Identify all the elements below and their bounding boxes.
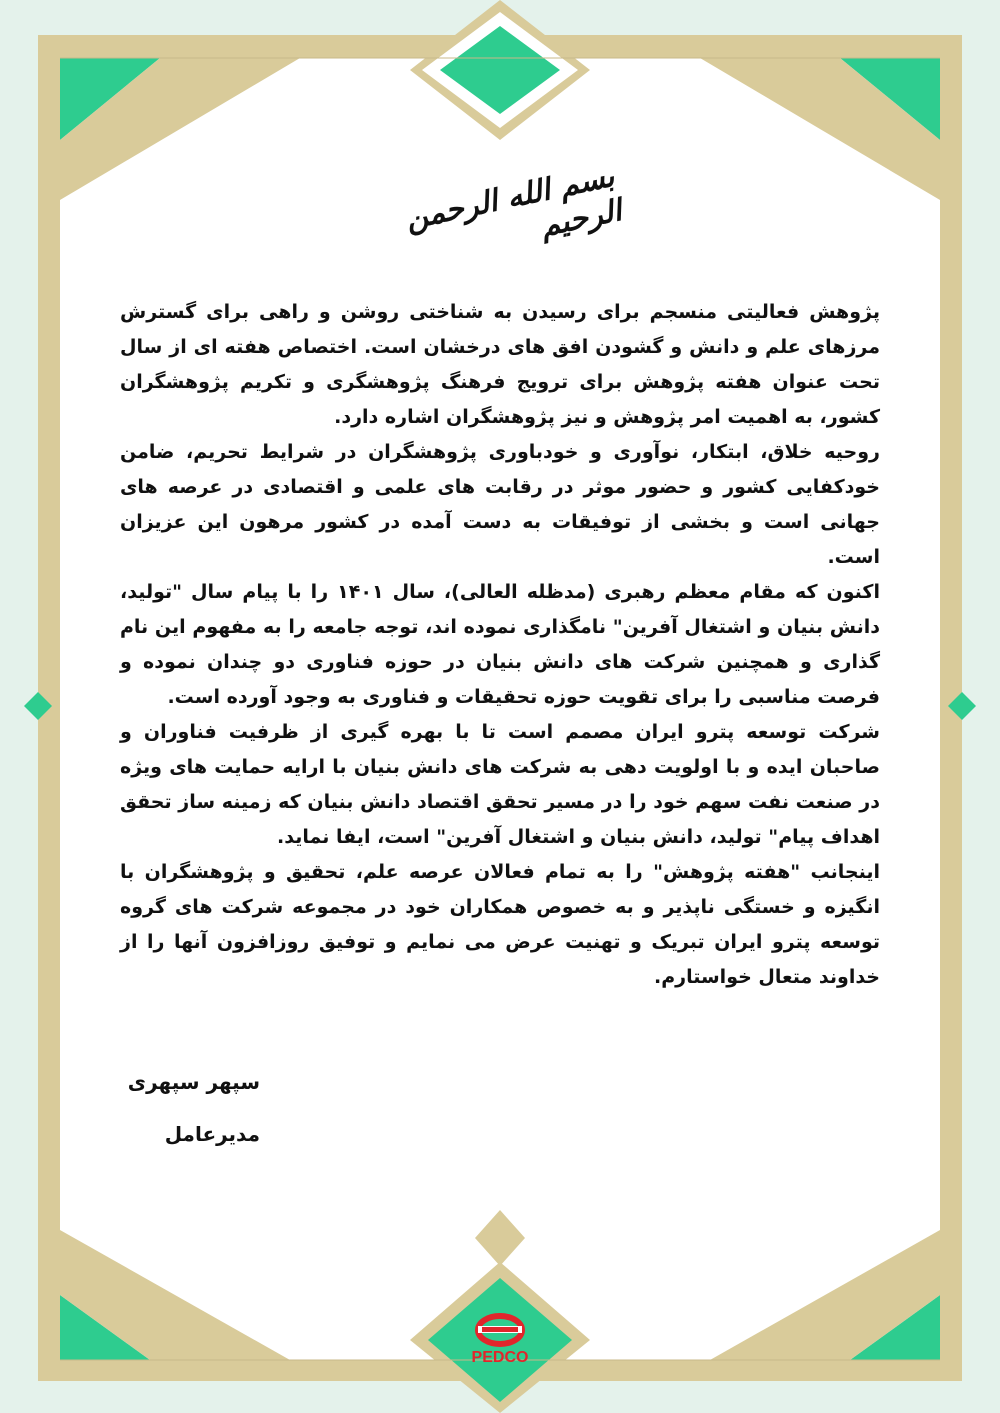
- paragraph-2: روحیه خلاق، ابتکار، نوآوری و خودباوری پژوهشگران در شرایط تحریم، ضامن خودکفایی کشور و حضور موثر در رقابت های علمی و اقتصادی در عرصه های جهانی است و بخشی از توفیقات به دست آمده در کشور مرهون این عزیزان است.: [120, 441, 880, 568]
- signature-name: سپهر سپهری: [127, 1070, 260, 1094]
- logo-bar-red: [482, 1327, 518, 1332]
- paragraph-4: شرکت توسعه پترو ایران مصمم است تا با بهره گیری از ظرفیت فناوران و صاحبان ایده و با اولویت دهی به شرکت های دانش بنیان با ارایه حمایت های ویژه در صنعت نفت سهم خود را در مسیر تحقق اقتصاد دانش بنیان که زمینه ساز تحقق اهداف پیام" تولید، دانش بنیان و اشتغال آفرین" است، ایفا نماید.: [120, 721, 880, 848]
- paragraph-3: اکنون که مقام معظم رهبری (مدظله العالی)، سال ۱۴۰۱ را با پیام سال "تولید، دانش بنیان و اشتغال آفرین" نامگذاری نموده اند، توجه جامعه را به مفهوم این نام گذاری و همچنین شرکت های دانش بنیان در حوزه فناوری دو چندان نموده و فرصت مناسبی را برای تقویت حوزه تحقیقات و فناوری به وجود آورده است.: [120, 581, 880, 708]
- pedco-logo-icon: [460, 1300, 540, 1380]
- basmala-calligraphy: بسم الله الرحمن الرحیم: [402, 158, 625, 245]
- logo-text: PEDCO: [471, 1349, 529, 1366]
- signature-title: مدیرعامل: [164, 1122, 260, 1146]
- letter-body: [120, 295, 880, 995]
- paragraph-1: پژوهش فعالیتی منسجم برای رسیدن به شناختی روشن و راهی برای گسترش مرزهای علم و دانش و گشودن افق های درخشان است. اختصاص هفته ای از سال تحت عنوان هفته پژوهش برای ترویج فرهنگ پژوهشگری و تکریم پژوهشگران کشور، به اهمیت امر پژوهش و نیز پژوهشگران اشاره دارد.: [120, 301, 880, 428]
- paragraph-5: اینجانب "هفته پژوهش" را به تمام فعالان عرصه علم، تحقیق و پژوهشگران با انگیزه و خستگی ناپذیر و به خصوص همکاران خود در مجموعه شرکت های گروه توسعه پترو ایران تبریک و تهنیت عرض می نمایم و توفیق روزافزون آنها را از خداوند متعال خواستارم.: [120, 861, 880, 988]
